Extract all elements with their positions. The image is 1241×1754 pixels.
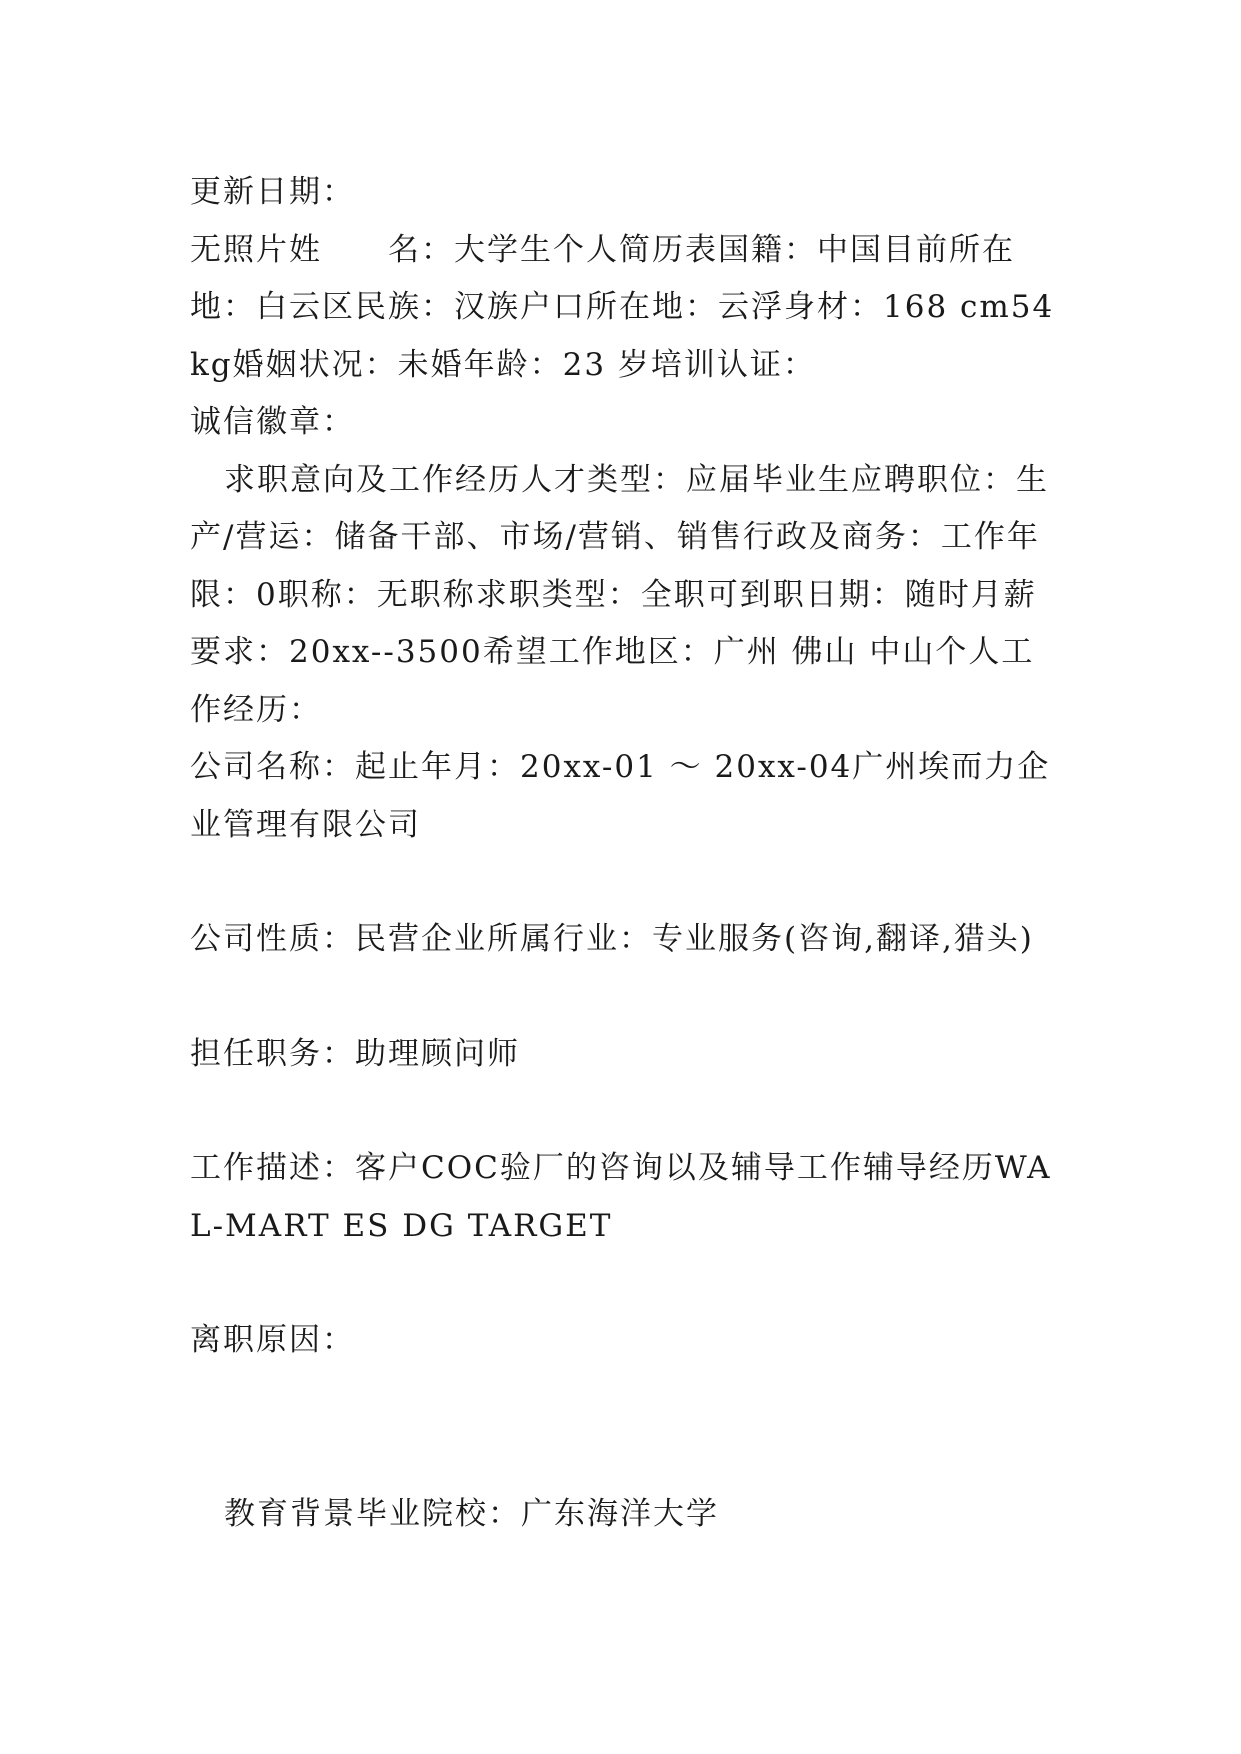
leave-reason: 离职原因：	[190, 1322, 355, 1358]
basic-info: 无照片姓 名：大学生个人简历表国籍：中国目前所在地：白云区民族：汉族户口所在地：云浮身材：168 cm54 kg婚姻状况：未婚年龄：23 岁培训认证：	[190, 231, 1055, 383]
company-nature: 公司性质：民营企业所属行业：专业服务(咨询,翻译,猎头)	[190, 921, 1034, 957]
job-intent-section: 求职意向及工作经历人才类型：应届毕业生应聘职位：生产/营运：储备干部、市场/营销、销售行政及商务：工作年限：0职称：无职称求职类型：全职可到职日期：随时月薪要求：20xx--3500希望工作地区：广州 佛山 中山个人工作经历：	[190, 461, 1049, 728]
company-name: 公司名称：起止年月：20xx-01 ～ 20xx-04广州埃而力企业管理有限公司	[190, 749, 1051, 843]
integrity-badge: 诚信徽章：	[190, 404, 355, 440]
position-held: 担任职务：助理顾问师	[190, 1035, 520, 1072]
document-body	[190, 164, 1056, 1543]
education-section: 教育背景毕业院校：广东海洋大学	[224, 1495, 719, 1532]
update-date: 更新日期：	[190, 174, 355, 210]
job-description: 工作描述：客户COC验厂的咨询以及辅导工作辅导经历WAL-MART ES DG TARGET	[190, 1150, 1052, 1244]
